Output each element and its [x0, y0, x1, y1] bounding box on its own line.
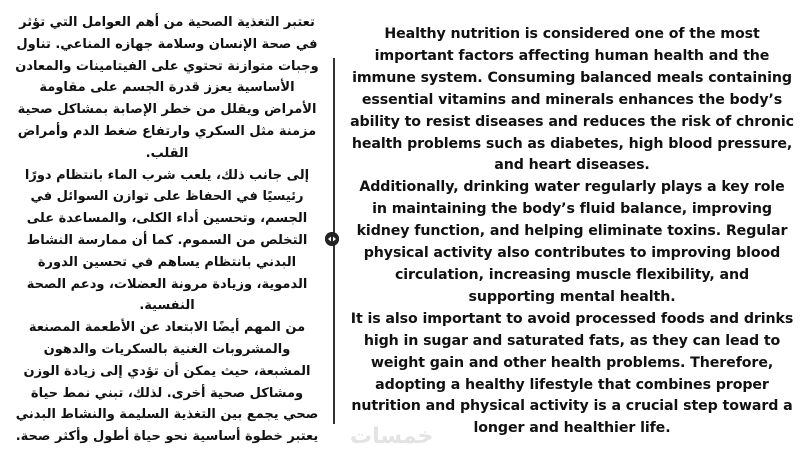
arabic-paragraph-2: إلى جانب ذلك، يلعب شرب الماء بانتظام دورًا رئيسيًا في الحفاظ على توازن السوائل في الجسم، وتحسين أداء الكلى، والمساعدة على التخلص من السموم. كما أن ممارسة النشاط البدني بانتظام يساهم في تحسين الدورة الدموية، وزيادة مرونة العضلات، ودعم الصحة النفسية.: [24, 167, 310, 314]
english-paragraph-2: Additionally, drinking water regularly plays a key role in maintaining the body’s fluid balance, improving kidney function, and helping eliminate toxins. Regular physical activity also contributes to improving blood circulation, increasing muscle flexibility, and supporting mental health.: [356, 179, 788, 305]
arabic-paragraph-3: من المهم أيضًا الابتعاد عن الأطعمة المصنعة والمشروبات الغنية بالسكريات والدهون المشبعة، حيث يمكن أن تؤدي إلى زيادة الوزن ومشاكل صحية أخرى. لذلك، تبني نمط حياة صحي يجمع بين التغذية السليمة والنشاط البدني يعتبر خطوة أساسية نحو حياة أطول وأكثر صحة.: [15, 320, 319, 445]
watermark-logo: خمسات: [350, 424, 434, 449]
english-text-column: [350, 24, 794, 440]
english-paragraph-1: Healthy nutrition is considered one of the most important factors affecting human health and the immune system. Consuming balanced meals containing essential vitamins and minerals enhances the body’s ability to resist diseases and reduces the risk of chronic health problems such as diabetes, high blood pressure, and heart diseases.: [350, 26, 794, 174]
english-paragraph-3: It is also important to avoid processed foods and drinks high in sugar and saturated fats, as they can lead to weight gain and other health problems. Therefore, adopting a healthy lifestyle that combines proper nutrition and physical activity is a crucial step toward a longer and healthier life.: [350, 310, 794, 437]
arabic-text-column: [14, 12, 320, 448]
arabic-paragraph-1: تعتبر التغذية الصحية من أهم العوامل التي تؤثر في صحة الإنسان وسلامة جهازه المناعي. تناول وجبات متوازنة تحتوي على الفيتامينات والمعادن الأساسية يعزز قدرة الجسم على مقاومة الأمراض ويقلل من خطر الإصابة بمشاكل صحية مزمنة مثل السكري وارتفاع ضغط الدم وأمراض القلب.: [15, 15, 319, 161]
divider-handle-icon[interactable]: [325, 232, 339, 246]
